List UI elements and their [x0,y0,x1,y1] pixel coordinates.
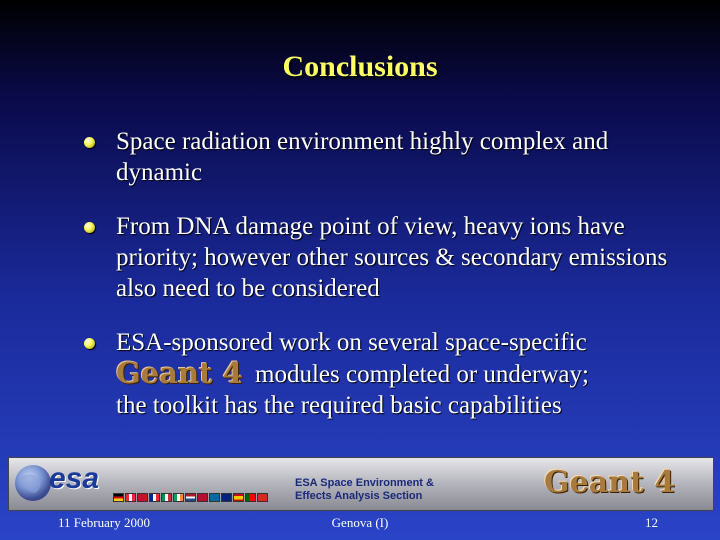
bullet-item-3 [84,327,684,421]
flag-icon [149,493,160,502]
bullet-dot-icon [84,137,95,148]
flag-icon [125,493,136,502]
flag-icon [197,493,208,502]
slide-title: Conclusions [282,50,438,83]
flag-icon [233,493,244,502]
bullet-text-1: Space radiation environment highly complex and dynamic [116,128,609,186]
section-line-1: ESA Space Environment & [295,477,434,489]
bullet-item-1 [84,126,684,188]
flag-icon [173,493,184,502]
bullet-text-3c: the toolkit has the required basic capabilities [116,392,562,419]
page-number: 12 [645,515,658,530]
bullet-text-3b: modules completed or underway; [255,361,589,388]
bullet-text-3a: ESA-sponsored work on several space-specific [116,329,587,356]
footer-banner [8,457,714,511]
bullet-item-2 [84,211,684,304]
bullet-list [84,126,684,444]
bullet-dot-icon [84,338,95,349]
section-name [295,477,485,503]
member-flags [113,493,268,502]
flag-icon [161,493,172,502]
footer-date: 11 February 2000 [58,515,150,530]
geant4-logo: Geant 4 [116,356,243,390]
flag-icon [185,493,196,502]
flag-icon [221,493,232,502]
section-line-2: Effects Analysis Section [295,490,423,502]
flag-icon [209,493,220,502]
footer-place: Genova (I) [331,515,389,530]
bullet-text-2: From DNA damage point of view, heavy ions have priority; however other sources & secondary emissions also need to be considered [116,213,668,302]
bullet-dot-icon [84,222,95,233]
flag-icon [137,493,148,502]
esa-logo-text: esa [49,462,100,495]
geant4-footer-logo: Geant 4 [544,465,676,500]
flag-icon [257,493,268,502]
flag-icon [113,493,124,502]
flag-icon [245,493,256,502]
